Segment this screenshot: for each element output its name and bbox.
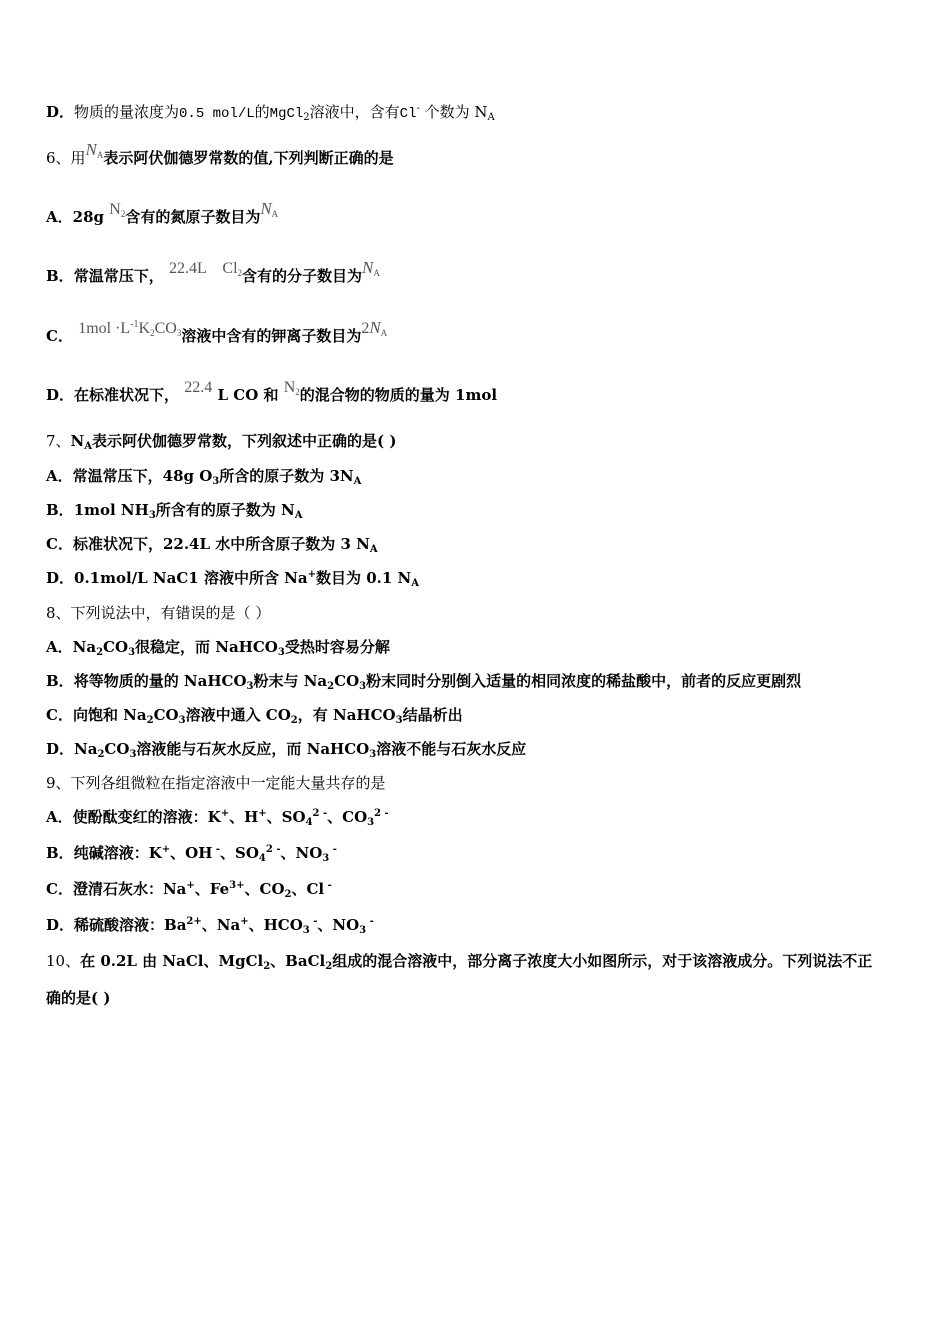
q9-option-c: C．澄清石灰水：Na+、$Fe^{3+}$、$CO_2$、Cl - bbox=[46, 880, 332, 900]
q8-stem: 8、下列说法中，有错误的是（ ） bbox=[46, 604, 271, 622]
q9-option-b: B．纯碱溶液：K+、OH -、$SO_4^{2 -}$、$NO_3$ - bbox=[46, 844, 337, 864]
q6-stem: 6、用$N_A$表示阿伏伽德罗常数的值,下列判断正确的是 bbox=[46, 140, 394, 167]
q7-stem: 7、$N_A$表示阿伏伽德罗常数，下列叙述中正确的是( ) bbox=[46, 432, 397, 452]
q10-stem: 10、在 0.2L 由 NaCl、MgCl$_2$、BaCl$_2$组成的混合溶液中，部分离子浓度大小如图所示，对于该溶液成分。下列说法不正 bbox=[46, 952, 873, 972]
q8-option-a: A．$Na_2CO_3$很稳定，而 NaHCO$_3$受热时容易分解 bbox=[46, 638, 390, 658]
q9-stem: 9、下列各组微粒在指定溶液中一定能大量共存的是 bbox=[46, 774, 386, 792]
q7-option-b: B．1mol $NH_3$所含有的原子数为 $N_A$ bbox=[46, 501, 303, 521]
q7-option-d: D．0.1mol/L NaC1 溶液中所含 Na+数目为 0.1 $N_A$ bbox=[46, 569, 420, 589]
q6-option-c: C． $1mol \cdot L^{-1}K_2CO_3$溶液中含有的钾离子数目为$2N_A$ bbox=[46, 318, 388, 345]
q6-option-b: B．常温常压下， 22.4L $Cl_2$含有的分子数目为$N_A$ bbox=[46, 258, 380, 285]
q6-option-a: A．28g $N_2$含有的氮原子数目为$N_A$ bbox=[46, 199, 279, 226]
q6-option-d: D．在标准状况下， 22.4 L CO 和 $N_2$的混合物的物质的量为 1mol bbox=[46, 379, 498, 404]
q7-option-c: C．标准状况下，22.4L 水中所含原子数为 3 $N_A$ bbox=[46, 535, 378, 555]
q7-option-a: A．常温常压下，48g $O_3$所含的原子数为 $3N_A$ bbox=[46, 467, 362, 487]
q8-option-c: C．向饱和 $Na_2CO_3$溶液中通入 $CO_2$，有 NaHCO$_3$结晶析出 bbox=[46, 706, 463, 726]
q10-stem-line2: 确的是( ) bbox=[46, 989, 111, 1007]
q9-option-d: D．稀硫酸溶液：$Ba^{2+}$、Na+、$HCO_3$ -、$NO_3$ - bbox=[46, 916, 374, 936]
q8-option-b: B．将等物质的量的 NaHCO$_3$粉末与 $Na_2CO_3$粉末同时分别倒入适量的相同浓度的稀盐酸中，前者的反应更剧烈 bbox=[46, 672, 802, 692]
q8-option-d: D．$Na_2CO_3$溶液能与石灰水反应，而 NaHCO$_3$溶液不能与石灰水反应 bbox=[46, 740, 527, 760]
q9-option-a: A．使酚酞变红的溶液：K+、H+、$SO_4^{2 -}$、$CO_3^{2 -}$ bbox=[46, 808, 389, 828]
q5-option-d: D．物质的量浓度为0.5 mol/L的MgCl$_2$溶液中，含有Cl- 个数为 $N_A$ bbox=[46, 103, 495, 123]
